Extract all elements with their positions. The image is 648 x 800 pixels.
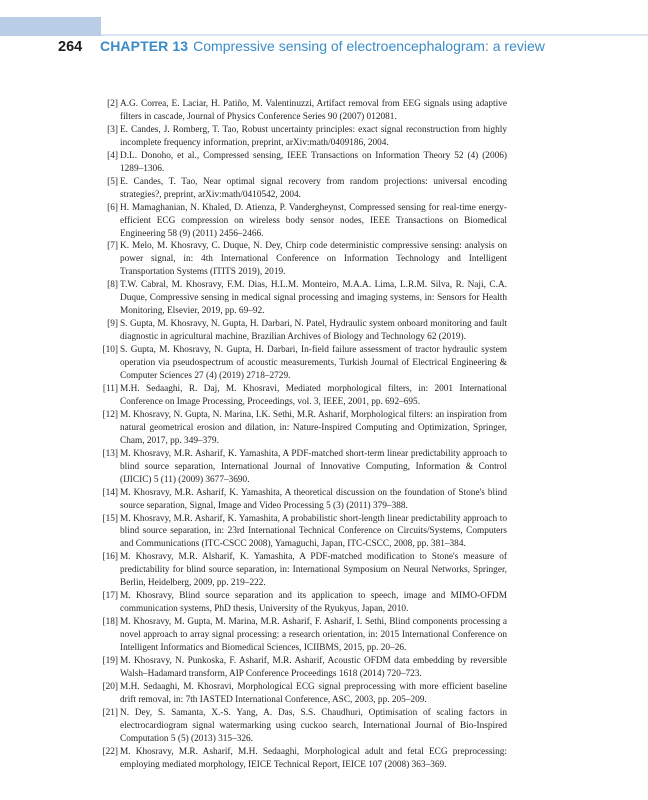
reference-text: M.H. Sedaaghi, R. Daj, M. Khosravi, Mediated morphological filters, in: 2001 International Conference on Image Processing, Proceedings, vol. 3, IEEE, 2001, pp. 692–695.: [120, 383, 507, 407]
page-number: 264: [58, 39, 83, 55]
reference-text: A.G. Correa, E. Laciar, H. Patiño, M. Valentinuzzi, Artifact removal from EEG signals using adaptive filters in cascade, Journal of Physics Conference Series 90 (2007) 012081.: [120, 99, 507, 122]
reference-text: M. Khosravy, N. Punkoska, F. Asharif, M.R. Asharif, Acoustic OFDM data embedding by reversible Walsh–Hadamard transform, AIP Conference Proceedings 1618 (2014) 720–723.: [120, 655, 507, 679]
reference-number: [5]: [107, 176, 118, 187]
reference-text: M. Khosravy, N. Gupta, N. Marina, I.K. Sethi, M.R. Asharif, Morphological filters: an inspiration from natural geometrical erosion and dilation, in: Nature-Inspired Computing and Optimization, Springer, Cham, 2017, pp. 349–379.: [120, 409, 507, 446]
reference-item: [100, 240, 507, 279]
reference-item: [100, 124, 507, 150]
reference-item: [100, 98, 507, 124]
reference-number: [9]: [107, 319, 118, 330]
reference-item: [100, 383, 507, 409]
reference-text: M. Khosravy, M.R. Asharif, K. Yamashita, A PDF-matched short-term linear predictability approach to blind source separation, International Journal of Innovative Computing, Information & Control (IJICIC) 5 (11) (2009) 3677–3690.: [120, 448, 507, 485]
reference-number: [11]: [102, 383, 118, 394]
reference-item: [100, 279, 507, 318]
reference-text: M. Khosravy, M. Gupta, M. Marina, M.R. Asharif, F. Asharif, I. Sethi, Blind components processing a novel approach to array signal processing: a research orientation, in: 2015 International Conference on Intelligent Informatics and Biomedical Sciences, ICIIBMS, 2015, pp. 20–26.: [120, 617, 507, 654]
reference-item: [100, 487, 507, 513]
reference-item: [100, 409, 507, 448]
reference-number: [10]: [102, 345, 118, 356]
header-rule: [101, 34, 648, 36]
reference-item: [100, 707, 507, 746]
reference-item: [100, 655, 507, 681]
reference-text: N. Dey, S. Samanta, X.-S. Yang, A. Das, S.S. Chaudhuri, Optimisation of scaling factors in electrocardiogram signal watermarking using cuckoo search, International Journal of Bio-Inspired Computation 5 (5) (2013) 315–326.: [120, 707, 507, 744]
running-header: [58, 38, 545, 56]
reference-number: [21]: [102, 707, 118, 718]
reference-number: [20]: [102, 681, 118, 692]
reference-text: T.W. Cabral, M. Khosravy, F.M. Dias, H.L.M. Monteiro, M.A.A. Lima, L.R.M. Silva, R. Naji, C.A. Duque, Compressive sensing in medical signal processing and imaging systems, in: Sensors for Health Monitoring, Elsevier, 2019, pp. 69–92.: [120, 280, 507, 317]
reference-number: [17]: [102, 591, 118, 602]
reference-item: [100, 176, 507, 202]
reference-number: [2]: [107, 99, 118, 109]
reference-text: E. Candes, J. Romberg, T. Tao, Robust uncertainty principles: exact signal reconstruction from highly incomplete frequency information, preprint, arXiv:math/0409186, 2004.: [120, 124, 507, 148]
reference-text: M. Khosravy, M.R. Asharif, M.H. Sedaaghi, Morphological adult and fetal ECG preprocessing: employing mediated morphology, IEICE Technical Report, IEICE 107 (2008) 363–369.: [120, 746, 507, 770]
reference-item: [100, 681, 507, 707]
reference-text: E. Candes, T. Tao, Near optimal signal recovery from random projections: universal encoding strategies?, preprint, arXiv:math/0410542, 2004.: [120, 176, 507, 200]
reference-number: [22]: [102, 746, 118, 757]
reference-item: [100, 551, 507, 590]
reference-item: [100, 513, 507, 552]
reference-item: [100, 202, 507, 241]
reference-number: [8]: [107, 280, 118, 291]
reference-number: [13]: [102, 448, 118, 459]
reference-text: M. Khosravy, M.R. Alsharif, K. Yamashita, A PDF-matched modification to Stone's measure of predictability for blind source separation, in: International Symposium on Neural Networks, Springer, Berlin, Heidelberg, 2009, pp. 219–222.: [120, 552, 507, 589]
reference-text: M. Khosravy, M.R. Asharif, K. Yamashita, A theoretical discussion on the foundation of Stone's blind source separation, Signal, Image and Video Processing 5 (3) (2011) 379–388.: [120, 487, 507, 511]
reference-number: [7]: [107, 241, 118, 252]
reference-number: [16]: [102, 552, 118, 563]
reference-number: [3]: [107, 124, 118, 135]
reference-number: [19]: [102, 655, 118, 666]
reference-number: [6]: [107, 202, 118, 213]
reference-number: [12]: [102, 409, 118, 420]
reference-number: [15]: [102, 513, 118, 524]
reference-number: [4]: [107, 150, 118, 161]
header-accent-bar: [0, 17, 101, 36]
reference-number: [18]: [102, 617, 118, 628]
reference-text: H. Mamaghanian, N. Khaled, D. Atienza, P. Vandergheynst, Compressed sensing for real-time energy-efficient ECG compression on wireless body sensor nodes, IEEE Transactions on Biomedical Engineering 58 (9) (2011) 2456–2466.: [120, 202, 507, 239]
reference-item: [100, 344, 507, 383]
reference-item: [100, 448, 507, 487]
reference-list: [100, 98, 507, 772]
chapter-title: Compressive sensing of electroencephalogram: a review: [193, 38, 545, 54]
reference-text: K. Melo, M. Khosravy, C. Duque, N. Dey, Chirp code deterministic compressive sensing: analysis on power signal, in: 4th International Conference on Information Technology and Intelligent Transportation Systems (ITITS 2019), 2019.: [120, 241, 507, 278]
reference-text: M.H. Sedaaghi, M. Khosravi, Morphological ECG signal preprocessing with more efficient baseline drift removal, in: 7th IASTED International Conference, ASC, 2003, pp. 205–209.: [120, 681, 507, 705]
reference-text: D.L. Donoho, et al., Compressed sensing, IEEE Transactions on Information Theory 52 (4) (2006) 1289–1306.: [120, 150, 507, 174]
reference-number: [14]: [102, 487, 118, 498]
reference-text: S. Gupta, M. Khosravy, N. Gupta, H. Darbari, In-field failure assessment of tractor hydraulic system operation via pseudospectrum of acoustic measurements, Turkish Journal of Electrical Engineering & Computer Sciences 27 (4) (2019) 2718–2729.: [120, 345, 507, 382]
reference-item: [100, 746, 507, 772]
reference-text: M. Khosravy, M.R. Asharif, K. Yamashita, A probabilistic short-length linear predictability approach to blind source separation, in: 23rd International Technical Conference on Circuits/Systems, Computers and Communications (ITC-CSCC 2008), Yamaguchi, Japan, ITC-CSCC, 2008, pp. 381–384.: [120, 513, 507, 550]
chapter-label: CHAPTER 13: [100, 38, 189, 54]
reference-item: [100, 590, 507, 616]
reference-item: [100, 318, 507, 344]
reference-text: S. Gupta, M. Khosravy, N. Gupta, H. Darbari, N. Patel, Hydraulic system onboard monitoring and fault diagnostic in agricultural machine, Brazilian Archives of Biology and Technology 62 (2019).: [120, 319, 507, 343]
reference-item: [100, 616, 507, 655]
reference-text: M. Khosravy, Blind source separation and its application to speech, image and MIMO-OFDM communication systems, PhD thesis, University of the Ryukyus, Japan, 2010.: [120, 591, 507, 615]
reference-item: [100, 150, 507, 176]
